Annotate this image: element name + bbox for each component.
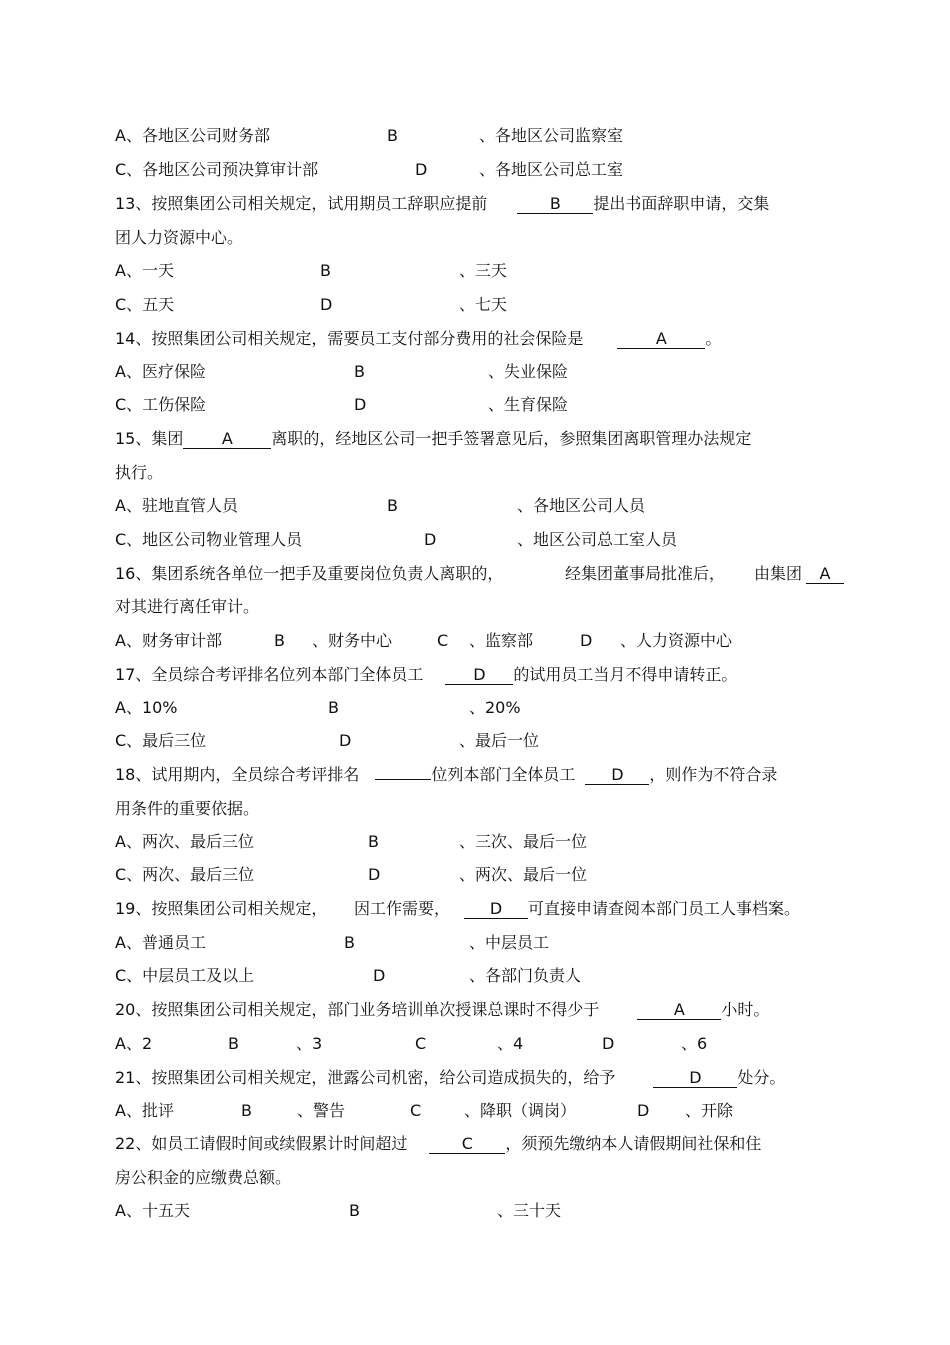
q16-option-a: A、财务审计部 xyxy=(115,631,222,650)
q15-stem-cont: 执行。 xyxy=(115,463,164,482)
q14-option-c: C、工伤保险 xyxy=(115,395,207,414)
q18-stem-part3: ，则作为不符合录 xyxy=(649,765,778,784)
q20-option-d-letter: D xyxy=(602,1034,615,1053)
q19-stem-part3: 可直接申请查阅本部门员工人事档案。 xyxy=(528,899,801,918)
q19-option-c: C、中层员工及以上 xyxy=(115,966,255,985)
q16-option-c-text: 、监察部 xyxy=(469,631,534,650)
q19-option-d-letter: D xyxy=(373,966,386,985)
q13-answer-blank: B xyxy=(517,194,593,214)
q15-answer-blank: A xyxy=(183,429,271,449)
q17-option-d-letter: D xyxy=(339,731,352,750)
q19-option-b-letter: B xyxy=(344,933,355,952)
q20-option-a: A、2 xyxy=(115,1034,153,1053)
q14-option-d-letter: D xyxy=(354,395,367,414)
q20-option-c-letter: C xyxy=(415,1034,427,1053)
q16-option-d-text: 、人力资源中心 xyxy=(620,631,733,650)
q18-option-b-text: 、三次、最后一位 xyxy=(459,832,588,851)
q16-answer-blank: A xyxy=(806,564,844,584)
q14-option-d-text: 、生育保险 xyxy=(488,395,569,414)
q17-option-d-text: 、最后一位 xyxy=(459,731,540,750)
q19-stem: 19、按照集团公司相关规定， xyxy=(115,899,328,918)
q20-stem-part2: 小时。 xyxy=(721,1000,770,1019)
q12-option-b-letter: B xyxy=(387,126,398,145)
q19-stem-part2 xyxy=(354,899,800,919)
q21-option-b-text: 、警告 xyxy=(297,1101,346,1120)
q14-option-b-text: 、失业保险 xyxy=(488,362,569,381)
q16-option-c-letter: C xyxy=(437,631,449,650)
q12-option-c: C、各地区公司预决算审计部 xyxy=(115,160,319,179)
q14-option-a: A、医疗保险 xyxy=(115,362,206,381)
q22-stem-part1: 22、如员工请假时间或续假累计时间超过 xyxy=(115,1134,408,1153)
q15-stem xyxy=(115,429,751,449)
q15-option-a: A、驻地直管人员 xyxy=(115,496,238,515)
q17-option-a: A、10% xyxy=(115,698,178,717)
q18-stem-part2: 位列本部门全体员工 xyxy=(431,765,576,784)
q13-option-d-letter: D xyxy=(320,295,333,314)
q20-stem-part1: 20、按照集团公司相关规定，部门业务培训单次授课总课时不得少于 xyxy=(115,1000,600,1019)
q18-answer-blank: D xyxy=(585,765,649,785)
q14-stem-part2: 。 xyxy=(705,329,722,348)
q13-option-b-letter: B xyxy=(320,261,331,280)
q21-stem-part1: 21、按照集团公司相关规定，泄露公司机密，给公司造成损失的，给予 xyxy=(115,1068,616,1087)
q19-option-a: A、普通员工 xyxy=(115,933,206,952)
q20-option-b-letter: B xyxy=(228,1034,239,1053)
q14-stem-part1: 14、按照集团公司相关规定，需要员工支付部分费用的社会保险是 xyxy=(115,329,584,348)
q16-stem-part3 xyxy=(754,564,844,584)
q21-stem xyxy=(115,1068,785,1088)
q15-option-d-text: 、地区公司总工室人员 xyxy=(517,530,678,549)
q18-stem-cont: 用条件的重要依据。 xyxy=(115,799,260,818)
q19-option-b-text: 、中层员工 xyxy=(469,933,550,952)
q17-option-c: C、最后三位 xyxy=(115,731,207,750)
q13-stem xyxy=(115,194,769,214)
q18-option-b-letter: B xyxy=(368,832,379,851)
q13-stem-part2: 提出书面辞职申请，交集 xyxy=(593,194,770,213)
q22-stem-part2: ，须预先缴纳本人请假期间社保和住 xyxy=(505,1134,762,1153)
q15-stem-part1: 15、集团 xyxy=(115,429,184,448)
q16-stem-cont: 对其进行离任审计。 xyxy=(115,597,260,616)
q16-stem-part2: 经集团董事局批准后， xyxy=(565,564,726,583)
q15-option-b-letter: B xyxy=(387,496,398,515)
q15-option-d-letter: D xyxy=(424,530,437,549)
q15-option-b-text: 、各地区公司人员 xyxy=(517,496,646,515)
q17-option-b-text: 、20% xyxy=(469,698,521,717)
q21-answer-blank: D xyxy=(653,1068,737,1088)
q14-option-b-letter: B xyxy=(354,362,365,381)
q17-stem-part2: 的试用员工当月不得申请转正。 xyxy=(513,665,738,684)
q20-option-b-text: 、3 xyxy=(296,1034,323,1053)
q12-option-a: A、各地区公司财务部 xyxy=(115,126,270,145)
q19-stem-part2-text: 因工作需要， xyxy=(354,899,451,918)
q18-option-a: A、两次、最后三位 xyxy=(115,832,254,851)
q14-stem xyxy=(115,329,721,349)
q21-option-b-letter: B xyxy=(241,1101,252,1120)
q13-stem-part1: 13、按照集团公司相关规定，试用期员工辞职应提前 xyxy=(115,194,488,213)
q13-stem-cont: 团人力资源中心。 xyxy=(115,228,244,247)
q18-stem xyxy=(115,765,777,785)
q13-option-a: A、一天 xyxy=(115,261,174,280)
q19-option-d-text: 、各部门负责人 xyxy=(469,966,582,985)
q18-first-blank xyxy=(375,779,431,780)
q22-answer-blank: C xyxy=(429,1134,505,1154)
q16-option-d-letter: D xyxy=(580,631,593,650)
q17-answer-blank: D xyxy=(445,665,513,685)
q12-option-d-letter: D xyxy=(415,160,428,179)
q21-option-d-text: 、开除 xyxy=(685,1101,734,1120)
q21-stem-part2: 处分。 xyxy=(737,1068,786,1087)
q22-stem-cont: 房公积金的应缴费总额。 xyxy=(115,1168,292,1187)
q16-stem-part3-text: 由集团 xyxy=(754,564,803,583)
q22-option-b-text: 、三十天 xyxy=(497,1201,562,1220)
q13-option-b-text: 、三天 xyxy=(459,261,508,280)
q16-option-b-letter: B xyxy=(274,631,285,650)
q18-option-c: C、两次、最后三位 xyxy=(115,865,255,884)
q21-option-d-letter: D xyxy=(637,1101,650,1120)
q18-option-d-text: 、两次、最后一位 xyxy=(459,865,588,884)
q12-option-d-text: 、各地区公司总工室 xyxy=(479,160,624,179)
q20-stem xyxy=(115,1000,769,1020)
q17-option-b-letter: B xyxy=(328,698,339,717)
q16-option-b-text: 、财务中心 xyxy=(312,631,393,650)
q22-stem xyxy=(115,1134,761,1154)
q13-option-c: C、五天 xyxy=(115,295,175,314)
q22-option-a: A、十五天 xyxy=(115,1201,190,1220)
q22-option-b-letter: B xyxy=(349,1201,360,1220)
q12-option-b-text: 、各地区公司监察室 xyxy=(479,126,624,145)
q18-stem-part1: 18、试用期内，全员综合考评排名 xyxy=(115,765,360,784)
q13-option-d-text: 、七天 xyxy=(459,295,508,314)
q17-stem xyxy=(115,665,737,685)
q21-option-c-text: 、降职（调岗） xyxy=(464,1101,577,1120)
q21-option-a: A、批评 xyxy=(115,1101,174,1120)
q15-stem-part2: 离职的，经地区公司一把手签署意见后，参照集团离职管理办法规定 xyxy=(271,429,752,448)
q20-answer-blank: A xyxy=(637,1000,721,1020)
q15-option-c: C、地区公司物业管理人员 xyxy=(115,530,303,549)
q19-answer-blank: D xyxy=(464,899,528,919)
q17-stem-part1: 17、全员综合考评排名位列本部门全体员工 xyxy=(115,665,424,684)
q18-option-d-letter: D xyxy=(368,865,381,884)
q21-option-c-letter: C xyxy=(410,1101,422,1120)
q14-answer-blank: A xyxy=(617,329,705,349)
q20-option-c-text: 、4 xyxy=(497,1034,524,1053)
q16-stem: 16、集团系统各单位一把手及重要岗位负责人离职的， xyxy=(115,564,504,583)
q20-option-d-text: 、6 xyxy=(681,1034,708,1053)
